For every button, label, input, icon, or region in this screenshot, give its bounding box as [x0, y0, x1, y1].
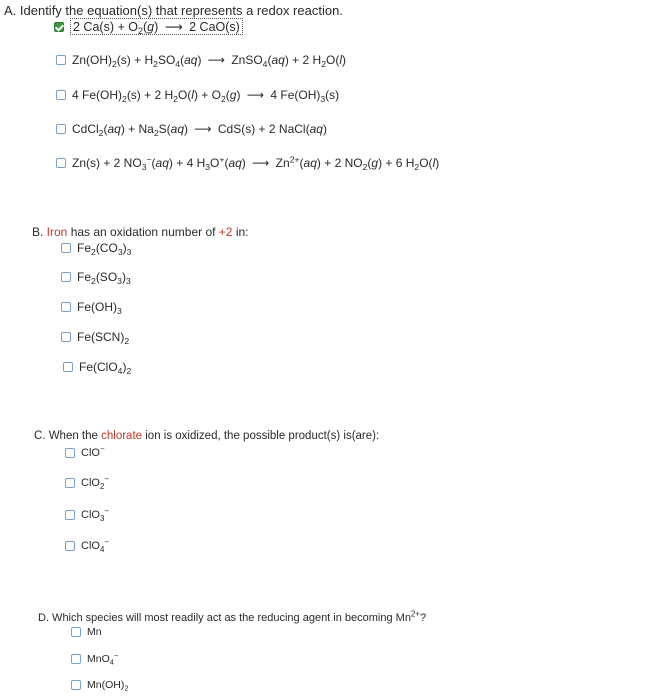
qb-title-middle: has an oxidation number of [67, 225, 219, 239]
checkbox-icon[interactable] [71, 654, 81, 664]
qc-option-1-label: ClO− [81, 444, 105, 459]
checkbox-icon[interactable] [61, 272, 71, 282]
qa-option-2[interactable] [56, 53, 346, 70]
qb-option-1[interactable] [61, 241, 132, 258]
qc-option-3-label: ClO$_3$− [81, 506, 109, 523]
qb-option-2[interactable] [61, 270, 131, 287]
qa-option-5-label: Zn(s) + 2 $NO_3^-(aq) + 4$ $H_3O^+(aq)$ ⟶ $Zn^{2+}(aq) + 2$ $NO_2(g) + 6$ $H_2O(l)$ [72, 154, 440, 173]
qd-option-2-label: MnO$_4$− [87, 650, 119, 667]
checkbox-icon[interactable] [56, 90, 66, 100]
checkbox-icon[interactable] [65, 510, 75, 520]
qc-option-4[interactable] [65, 537, 109, 554]
qb-option-5[interactable] [63, 360, 132, 377]
qb-option-5-label: $Fe(ClO_4)_2$ [79, 360, 132, 377]
qa-option-3[interactable] [56, 88, 340, 105]
qb-option-3[interactable] [61, 300, 122, 317]
qa-option-1-label: 2 $Ca(s) + O_2(g)$ ⟶ 2 CaO(s) [70, 18, 243, 35]
qa-option-4[interactable] [56, 122, 327, 139]
checkbox-icon[interactable] [63, 362, 73, 372]
qd-option-1[interactable] [71, 626, 102, 638]
qc-title-highlight: chlorate [101, 430, 143, 442]
qa-option-5[interactable] [56, 154, 440, 173]
qb-option-2-label: $Fe_2(SO_3)_3$ [77, 270, 131, 287]
qb-title-suffix: in: [232, 225, 249, 239]
qa-option-3-label: 4 $Fe(OH)_2(s) + 2$ $H_2O(l) + O_2(g)$ ⟶ 4 $Fe(OH)_3(s)$ [72, 88, 340, 105]
qb-title-prefix: B. [32, 225, 47, 239]
question-c-title [34, 430, 379, 442]
qc-title-suffix: ion is oxidized, the possible product(s) is(are): [142, 430, 380, 442]
checkbox-icon[interactable] [56, 55, 66, 65]
qb-title-highlight: Iron [46, 225, 68, 239]
qa-option-4-label: CdCl$_2$(aq) + $Na_2S(aq)$ ⟶ CdS(s) + 2 NaCl(aq) [72, 122, 327, 139]
checkbox-icon[interactable] [65, 541, 75, 551]
qd-option-3[interactable] [71, 679, 129, 691]
checkbox-icon[interactable] [61, 302, 71, 312]
qa-option-2-label: $Zn(OH)_2(s) + H_2SO_4(aq)$ ⟶ ZnSO$_4$(aq) + 2 $H_2O(l)$ [72, 53, 346, 70]
checkbox-icon[interactable] [61, 243, 71, 253]
checkbox-checked-icon[interactable] [54, 22, 64, 32]
qb-option-4[interactable] [61, 330, 130, 347]
checkbox-icon[interactable] [65, 448, 75, 458]
qa-option-1[interactable] [54, 18, 243, 35]
qd-option-1-label: Mn [87, 626, 102, 638]
question-a-title: A. Identify the equation(s) that represents a redox reaction. [4, 3, 343, 18]
checkbox-icon[interactable] [71, 680, 81, 690]
qc-option-1[interactable] [65, 444, 105, 459]
checkbox-icon[interactable] [71, 627, 81, 637]
checkbox-icon[interactable] [56, 124, 66, 134]
qb-option-4-label: $Fe(SCN)_2$ [77, 330, 130, 347]
qc-option-2-label: ClO$_2$− [81, 474, 109, 491]
qd-option-3-label: $Mn(OH)_2$ [87, 679, 129, 693]
checkbox-icon[interactable] [56, 158, 66, 168]
qc-option-4-label: ClO$_4$− [81, 537, 109, 554]
question-d-title: D. Which species will most readily act as the reducing agent in becoming $Mn^{2+}$? [38, 609, 427, 624]
checkbox-icon[interactable] [65, 478, 75, 488]
qd-option-2[interactable] [71, 650, 119, 667]
qb-option-1-label: $Fe_2(CO_3)_3$ [77, 241, 132, 258]
checkbox-icon[interactable] [61, 332, 71, 342]
question-b-title [32, 225, 249, 239]
qc-title-prefix: C. When the [34, 430, 102, 442]
qb-option-3-label: $Fe(OH)_3$ [77, 300, 122, 317]
qc-option-2[interactable] [65, 474, 109, 491]
qb-title-highlight2: +2 [218, 225, 233, 239]
qc-option-3[interactable] [65, 506, 109, 523]
